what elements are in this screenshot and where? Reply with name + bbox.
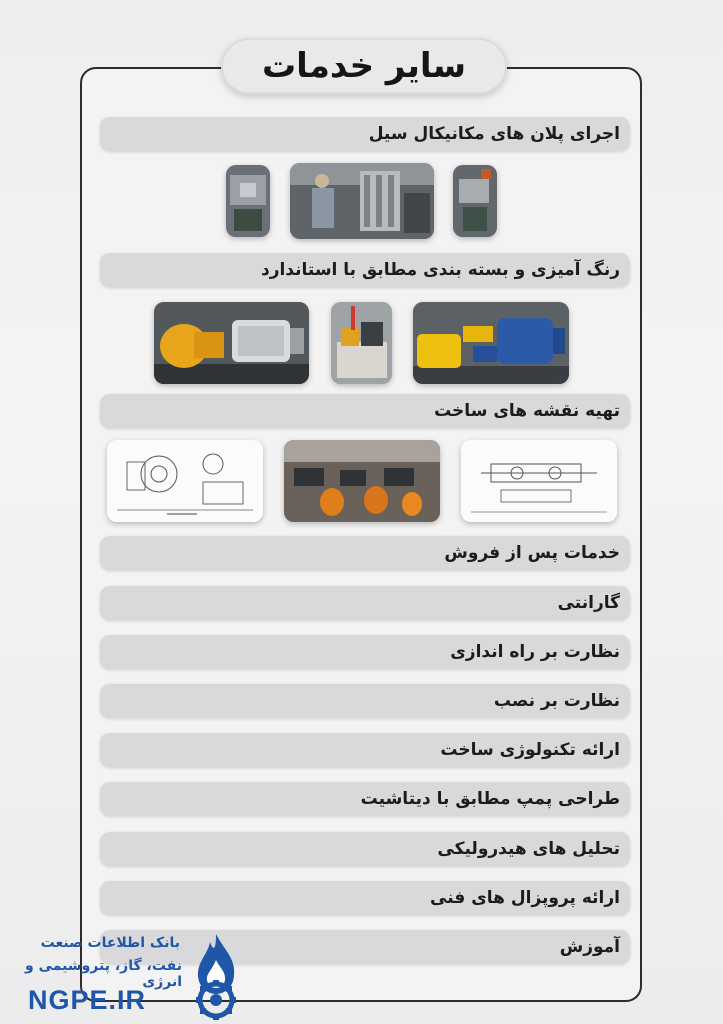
yellow-pump-motor-photo [154,302,309,384]
yellow-blue-pump-photo [413,302,569,384]
small-pump-skid-photo [331,302,392,384]
technical-drawing-photo [107,440,263,522]
service-item: گارانتی [100,586,630,620]
flame-gear-icon [180,930,252,1020]
service-item: نظارت بر راه اندازی [100,635,630,669]
ngpe-watermark [0,925,260,1024]
service-item: نظارت بر نصب [100,684,630,718]
service-item: اجرای پلان های مکانیکال سیل [100,117,630,151]
page-title: سایر خدمات [221,38,507,94]
service-item: طراحی پمپ مطابق با دیتاشیت [100,782,630,816]
service-item: ارائه تکنولوژی ساخت [100,733,630,767]
assembly-drawing-photo [461,440,617,522]
service-item: ارائه پروپزال های فنی [100,881,630,915]
service-item: رنگ آمیزی و بسته بندی مطابق با استاندارد [100,253,630,287]
service-item: خدمات پس از فروش [100,536,630,570]
service-item: تحلیل های هیدرولیکی [100,832,630,866]
technician-at-workbench-photo [290,163,434,239]
workshop-equipment-photo [453,165,497,237]
engineers-office-photo [284,440,440,522]
service-item: آموزش [100,930,630,964]
workshop-machine-photo [226,165,270,237]
watermark-brand: NGPE.IR [28,985,147,1015]
service-item: تهیه نقشه های ساخت [100,394,630,428]
watermark-line-1: بانک اطلاعات صنعت [40,935,180,951]
watermark-line-2: نفت، گاز، پتروشیمی و انرژی [25,958,182,990]
